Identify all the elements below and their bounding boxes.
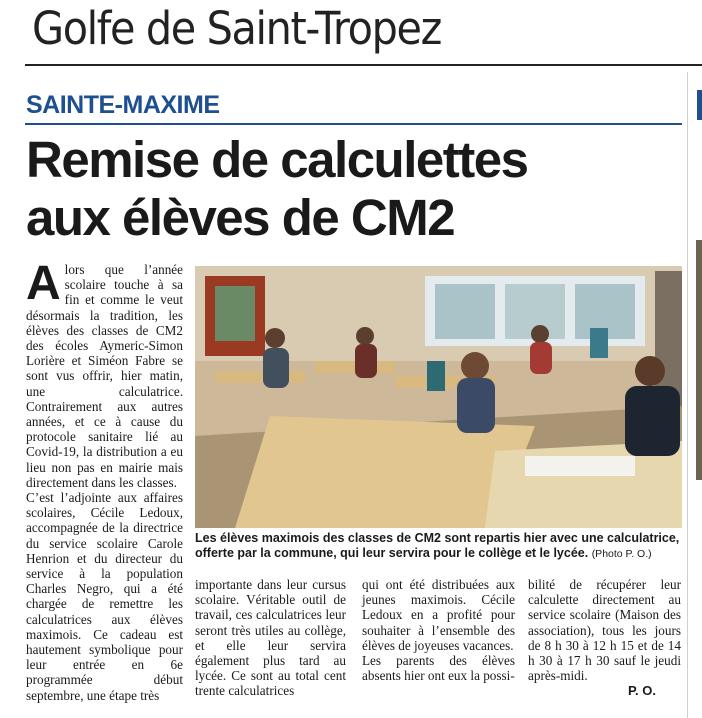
headline-line-2: aux élèves de CM2 — [26, 189, 455, 246]
class-photo — [195, 266, 682, 528]
section-label: SAINTE-MAXIME — [26, 91, 220, 119]
article-column-1 — [26, 257, 183, 703]
author-signature: P. O. — [628, 683, 656, 698]
adjacent-article-fragment — [697, 90, 702, 120]
headline-line-1: Remise de calculettes — [26, 131, 528, 188]
article-paragraph-3: qui ont été distribuées aux jeunes maximois. Cécile Ledoux en a profité pour souhaiter à l’ensemble des élèves de joyeuses vacances. — [362, 577, 515, 653]
caption-text: Les élèves maximois des classes de CM2 sont repartis hier avec une calculatrice, offerte par la commune, qui leur servira pour le collège et le lycée. — [195, 531, 680, 560]
article-paragraph-1: Alors que l’année scolaire touche à sa fin et comme le veut désormais la tradition, les élèves des classes de CM2 des écoles Aymeric-Simon Lorière et Siméon Fabre se sont vus offrir, hier matin, une calculatrice. Contrairement aux autres années, et ce à cause du protocole sanitaire lié au Covid-19, la distribution a eu lieu non pas en mairie mais directement dans les classes. — [26, 257, 183, 490]
headline — [26, 131, 682, 247]
article-column-4: bilité de récupérer leur calculette directement au service scolaire (Maison des association), tous les jours de 8 h 30 à 12 h 15 et de 14 h 30 à 17 h 30 sauf le jeudi après-midi. — [528, 577, 681, 684]
photo-credit: (Photo P. O.) — [591, 548, 652, 560]
classroom-photo-illustration — [195, 266, 682, 528]
article-paragraph-2: C’est l’adjointe aux affaires scolaires, Cécile Ledoux, accompagnée de la directrice du service scolaire Carole Henrion et du directeur du service à la population Charles Negro, qui a été chargée de remettre les calculatrices aux élèves maximois. Ce cadeau est hautement symbolique pour leur entrée en 6e programmée début septembre, une étape très — [26, 490, 183, 703]
article-paragraph-4: Les parents des élèves absents hier ont eux la possi- — [362, 653, 515, 684]
photo-caption — [195, 531, 682, 562]
newspaper-section-header: Golfe de Saint-Tropez — [32, 2, 441, 55]
adjacent-photo-fragment — [696, 240, 702, 480]
article-column-3 — [362, 577, 515, 683]
section-rule — [25, 123, 682, 125]
article-column-2: importante dans leur cursus scolaire. Véritable outil de travail, ces calculatrices leur seront très utiles au collège, et elle leur servira également plus tard au lycée. Ce sont au total cent trente calculatrices — [195, 577, 346, 699]
column-divider — [687, 72, 688, 718]
header-rule — [25, 64, 702, 66]
drop-cap: A — [26, 257, 61, 310]
